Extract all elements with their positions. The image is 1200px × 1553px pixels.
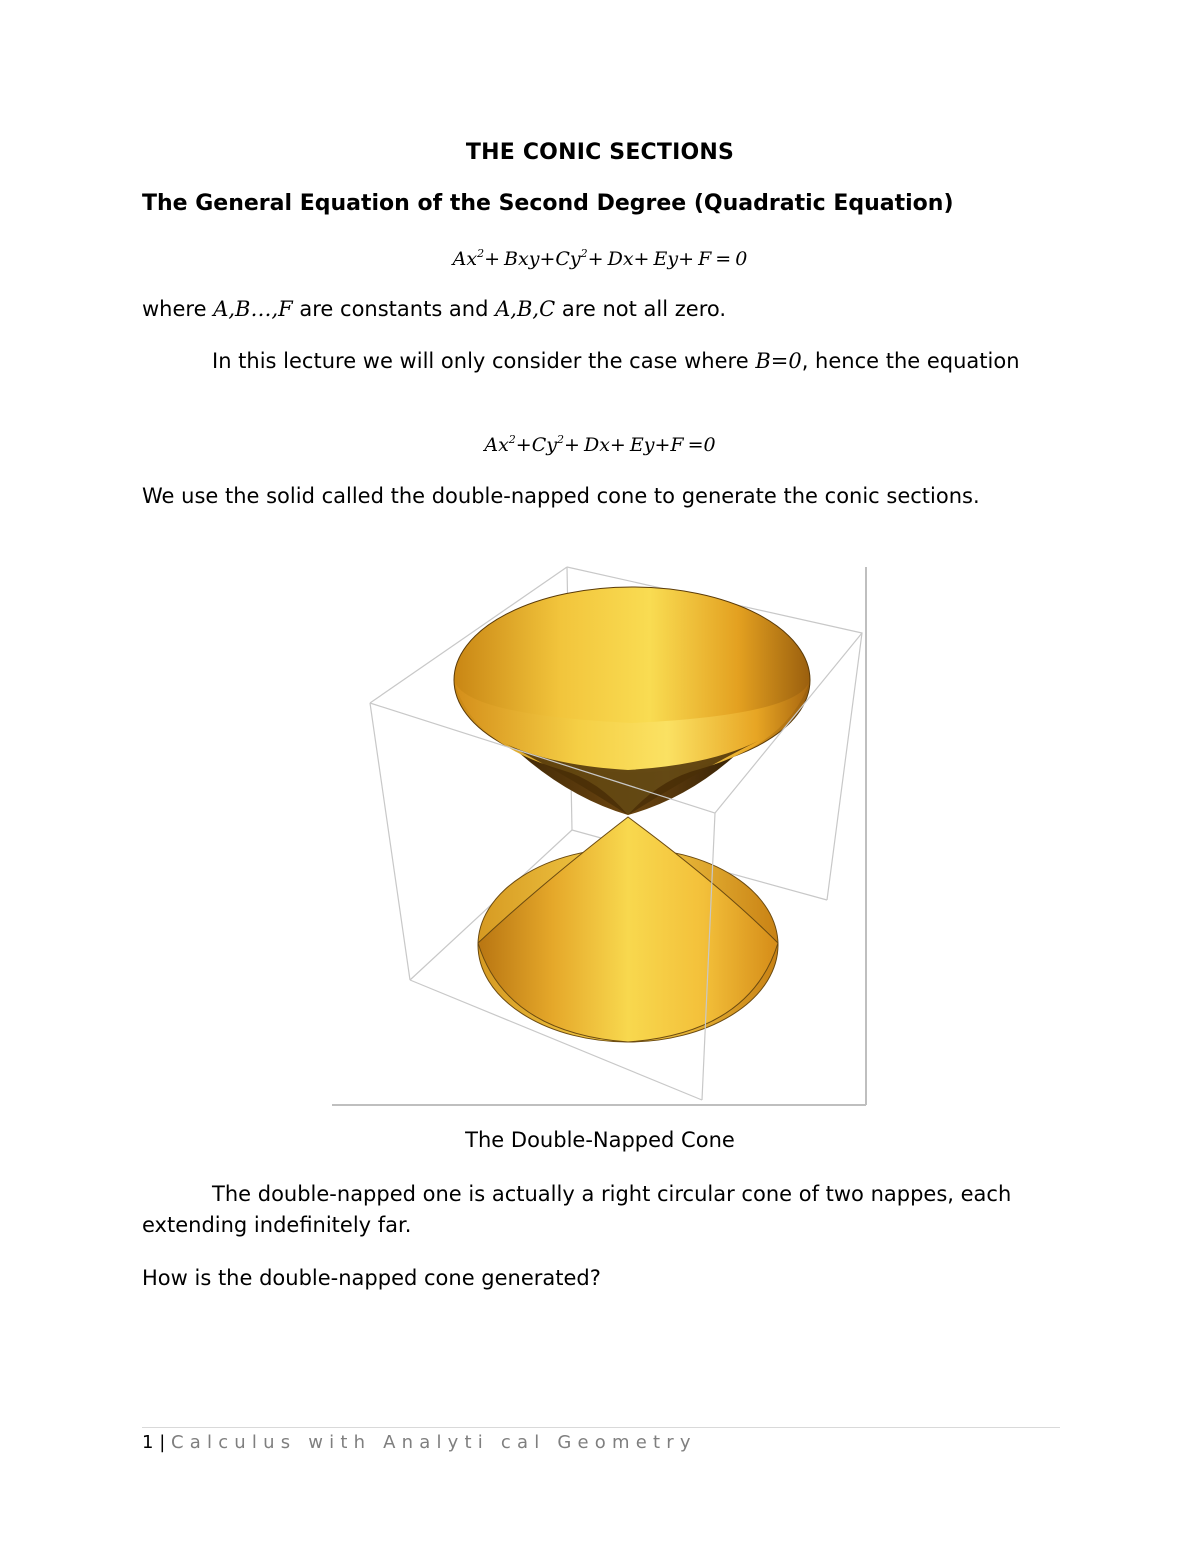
page-number: 1	[142, 1432, 154, 1453]
section-heading: The General Equation of the Second Degree (Quadratic Equation)	[142, 191, 954, 216]
lecture-scope-paragraph: In this lecture we will only consider the case where B=0, hence the equation	[212, 349, 1020, 373]
cone-illustration	[330, 565, 870, 1110]
running-title: Calculus with Analyti cal Geometry	[171, 1432, 697, 1453]
constants-paragraph: where A,B…,F are constants and A,B,C are not all zero.	[142, 297, 727, 321]
general-equation: $Ax^2+ Bxy+Cy^2+ Dx+ Ey+ F = 0$	[452, 247, 748, 270]
figure-caption: The Double-Napped Cone	[465, 1128, 735, 1152]
page-title: THE CONIC SECTIONS	[465, 140, 735, 165]
page-footer	[142, 1432, 1060, 1453]
double-napped-cone-figure	[330, 565, 870, 1110]
footer-divider	[142, 1427, 1060, 1428]
nappes-paragraph: The double-napped one is actually a right circular cone of two nappes, each extending indefinitely far.	[142, 1182, 1012, 1237]
bottom-nappe	[478, 817, 778, 1042]
reduced-equation: $Ax^2+Cy^2+ Dx+ Ey+F =0$	[484, 433, 716, 456]
footer-separator: |	[159, 1432, 166, 1453]
question-paragraph: How is the double-napped cone generated?	[142, 1266, 601, 1290]
cone-intro-paragraph: We use the solid called the double-napped cone to generate the conic sections.	[142, 484, 980, 508]
